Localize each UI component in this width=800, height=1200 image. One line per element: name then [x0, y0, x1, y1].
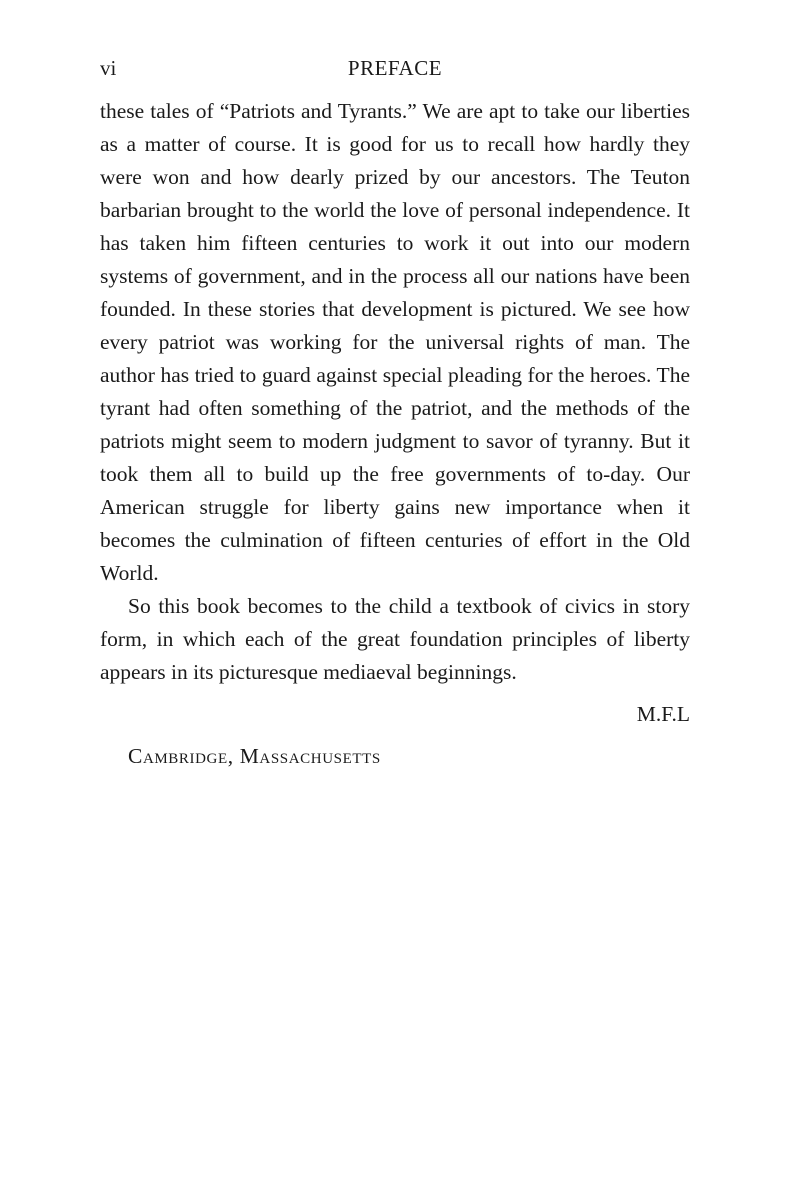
page-number: vi: [100, 56, 117, 80]
running-title: PREFACE: [347, 56, 443, 80]
place-line: Cambridge, Massachusetts: [128, 744, 381, 768]
author-initials: M.F.L: [636, 702, 690, 726]
running-header: [100, 56, 690, 86]
preface-body: [100, 95, 690, 773]
paragraph-continued: these tales of “Patriots and Tyrants.” We are apt to take our liberties as a matter of course. It is good for us to recall how hardly they were won and how dearly prized by our ancestors. The Teuton barbarian brought to the world the love of personal independence. It has taken him fifteen centuries to work it out into our modern systems of government, and in the process all our nations have been founded. In these stories that development is pictured. We see how every patriot was working for the universal rights of man. The author has tried to guard against special pleading for the heroes. The tyrant had often something of the patriot, and the methods of the patriots might seem to modern judgment to savor of tyranny. But it took them all to build up the free governments of to-day. Our American struggle for liberty gains new importance when it becomes the culmination of fifteen centuries of effort in the Old World.: [100, 99, 690, 585]
paragraph: So this book becomes to the child a textbook of civics in story form, in which each of the great foundation principles of liberty appears in its picturesque mediaeval beginnings.: [100, 594, 690, 684]
